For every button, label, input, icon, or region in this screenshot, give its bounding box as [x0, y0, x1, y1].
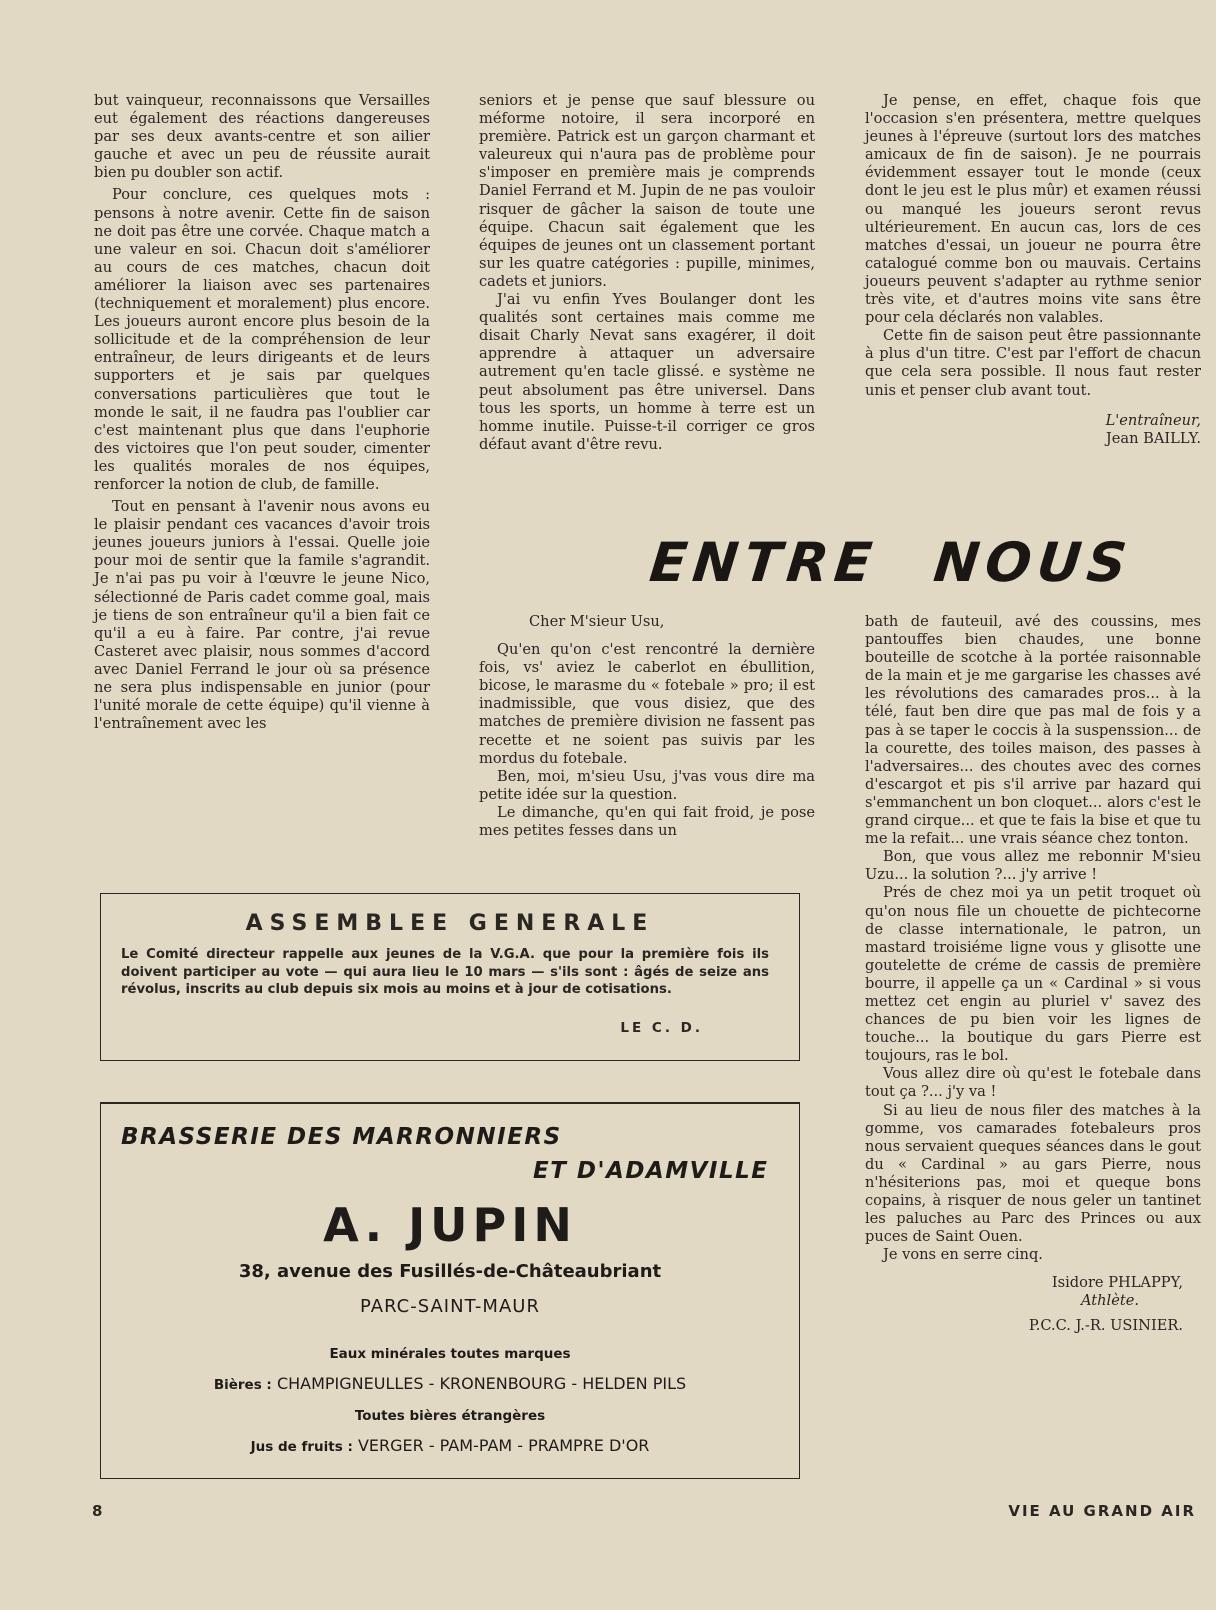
ad-brasserie-name-2: ET D'ADAMVILLE: [533, 1158, 769, 1184]
paragraph: Si au lieu de nous filer des matches à la gomme, vos camarades fotebaleurs pros nous servaient queques séances dans le gout du « Cardinal » au gars Pierre, nous n'hésiterions pas, moi et queque bons copains, à risquer de nous geler un tantinet les paluches au Parc des Princes ou aux puces de Saint Ouen.: [865, 1101, 1201, 1246]
assembly-notice-box: [100, 893, 800, 1061]
signature-pcc: P.C.C. J.-R. USINIER.: [1028, 1316, 1183, 1334]
ad-beers-line: [101, 1374, 799, 1393]
ad-owner-name: A. JUPIN: [323, 1198, 577, 1252]
page-number: 8: [92, 1502, 103, 1520]
paragraph: J'ai vu enfin Yves Boulanger dont les qualités sont certaines mais comme me disait Charly Nevat sans exagérer, il doit apprendre à attaquer un adversaire autrement qu'en tacle glissé. e système ne peut absolument pas être universel. Dans tous les sports, un homme à terre est un homme inutile. Puisse-t-il corriger ce gros défaut avant d'être revu.: [479, 291, 815, 453]
paragraph: Le dimanche, qu'en qui fait froid, je pose mes petites fesses dans un: [479, 803, 815, 840]
paragraph: Je vons en serre cinq.: [883, 1246, 1043, 1264]
ad-juices: VERGER - PAM-PAM - PRAMPRE D'OR: [357, 1436, 650, 1455]
paragraph: bath de fauteuil, avé des coussins, mes pantouffes bien chaudes, une bonne bouteille de scotche à la portée raisonnable de la main et je me gargarise les chasses avé les révolutions des camarades pros... à la télé, faut ben dire que pas mal de fois y a pas à se taper le coccis à la suspenssion... de la courette, des toiles maison, des passes à l'adversaires... des choutes avec des cornes d'escargot et pis s'il arrive par hazard qui s'emmanchent un bon cloquet... alors c'est le grand cirque... et que te fais la bise et que tu me la refait... une vrais séance chez tonton.: [865, 613, 1201, 848]
paragraph: Prés de chez moi ya un petit troquet où qu'on nous file un chouette de pichtecorne de classe internationale, le patron, un mastard troisiéme ligne vous y glisotte une goutelette de créme de cassis de première bourre, il appelle ça un « Cardinal » si vous mettez cet engin au pluriel v' savez des chances de pu bien voir les lignes de touche... la boutique du gars Pierre est toujours, ras le bol.: [865, 884, 1201, 1065]
salutation: Cher M'sieur Usu,: [529, 613, 665, 630]
ad-juice-label: Jus de fruits :: [250, 1439, 353, 1455]
ad-brasserie-name: BRASSERIE DES MARRONNIERS: [121, 1124, 562, 1150]
assembly-signature: LE C. D.: [620, 1020, 703, 1036]
ad-beers: CHAMPIGNEULLES - KRONENBOURG - HELDEN PILS: [276, 1374, 687, 1393]
signature-name: Isidore PHLAPPY,: [1051, 1274, 1183, 1292]
headline-entre-nous: ENTRE NOUS: [646, 531, 1136, 594]
article-column-1: [94, 92, 430, 733]
assembly-title: ASSEMBLEE GENERALE: [245, 911, 655, 936]
paragraph: Ben, moi, m'sieu Usu, j'vas vous dire ma petite idée sur la question.: [479, 767, 815, 803]
assembly-text: Le Comité directeur rappelle aux jeunes de la V.G.A. que pour la première fois ils doivent participer au vote — qui aura lieu le 10 mars — s'ils sont : âgés de seize ans révolus, inscrits au club depuis six mois au moins et à jour de cotisations.: [121, 947, 769, 997]
paragraph: Je pense, en effet, chaque fois que l'occasion s'en présentera, mettre quelques jeunes à l'épreuve (surtout lors des matches amicaux de fin de saison). Je ne pourrais évidemment essayer tout le monde (ceux dont le jeu est le plus mûr) et examen réussi ou manqué les joueurs seront revus ultérieurement. En aucun cas, lors de ces matches d'essai, un joueur ne pourra être catalogué comme bon ou mauvais. Certains joueurs peuvent s'adapter au rythme senior très vite, et d'autres moins vite sans être pour cela déclarés non valables.: [865, 92, 1201, 327]
letter-column-2: [865, 613, 1201, 1335]
ad-juices-line: [101, 1436, 799, 1455]
letter-column-1: [479, 613, 815, 840]
ad-address: 38, avenue des Fusillés-de-Châteaubriant: [238, 1261, 662, 1282]
paragraph: Vous allez dire où qu'est le fotebale dans tout ça ?... j'y va !: [865, 1065, 1201, 1101]
article-column-3: [865, 92, 1201, 448]
ad-city: PARC-SAINT-MAUR: [360, 1296, 540, 1317]
magazine-name: VIE AU GRAND AIR: [1008, 1502, 1196, 1520]
paragraph: Bon, que vous allez me rebonnir M'sieu Uzu... la solution ?... j'y arrive !: [865, 848, 1201, 884]
ad-foreign-beers: Toutes bières étrangères: [354, 1408, 546, 1424]
paragraph: Qu'en qu'on c'est rencontré la dernière fois, vs' aviez le caberlot en ébullition, bicose, le marasme du « fotebale » pro; il est inadmissible, que vous disiez, que des matches de première division ne fassent pas recette et ne soient pas suivis par les mordus du fotebale.: [479, 641, 815, 767]
paragraph: seniors et je pense que sauf blessure ou méforme notoire, il sera incorporé en première. Patrick est un garçon charmant et valeureux qui n'aura pas de problème pour s'imposer en première mais je comprends Daniel Ferrand et M. Jupin de ne pas vouloir risquer de gâcher la saison de toute une équipe. Chacun sait également que les équipes de jeunes ont un classement portant sur les quatre catégories : pupille, minimes, cadets et juniors.: [479, 92, 815, 290]
ad-waters: Eaux minérales toutes marques: [329, 1346, 571, 1362]
signature-title: Athlète.: [1081, 1292, 1139, 1310]
article-column-2: [479, 92, 815, 454]
signature-name: Jean BAILLY.: [1105, 429, 1201, 447]
ad-beers-label: Bières :: [213, 1377, 272, 1393]
paragraph: Pour conclure, ces quelques mots : pensons à notre avenir. Cette fin de saison ne doit pas être une corvée. Chaque match a une valeur en soi. Chacun doit s'améliorer au cours de ces matches, chacun doit améliorer la liaison avec ses partenaires (techniquement et moralement) plus encore. Les joueurs auront encore plus besoin de la sollicitude et de la compréhension de leur entraîneur, de leurs dirigeants et de leurs supporters et je sais par quelques conversations particulières que tout le monde le sait, il ne faudra pas l'oublier car c'est maintenant plus que dans l'euphorie des victoires que l'on peut souder, cimenter les qualités morales de nos équipes, renforcer la notion de club, de famille.: [94, 186, 430, 493]
paragraph: Tout en pensant à l'avenir nous avons eu le plaisir pendant ces vacances d'avoir trois jeunes joueurs juniors à l'essai. Quelle joie pour moi de sentir que la famile s'agrandit. Je n'ai pas pu voir à l'œuvre le jeune Nico, sélectionné de Paris cadet comme goal, mais je tiens de son entraîneur qu'il a bien fait ce qu'il a eu à faire. Par contre, j'ai revue Casteret avec plaisir, nous sommes d'accord avec Daniel Ferrand le jour où sa présence ne sera plus indispensable en junior (pour l'unité morale de cette équipe) qu'il vienne à l'entraînement avec les: [94, 498, 430, 733]
brasserie-advertisement: [100, 1102, 800, 1479]
paragraph: but vainqueur, reconnaissons que Versailles eut également des réactions dangereuses par ses deux avants-centre et son ailier gauche et avec un peu de réussite aurait bien pu doubler son actif.: [94, 92, 430, 182]
signature-role: L'entraîneur,: [1105, 411, 1201, 429]
paragraph: Cette fin de saison peut être passionnante à plus d'un titre. C'est par l'effort de chacun que cela sera possible. Il nous faut rester unis et penser club avant tout.: [865, 327, 1201, 399]
divider: [100, 1102, 800, 1104]
